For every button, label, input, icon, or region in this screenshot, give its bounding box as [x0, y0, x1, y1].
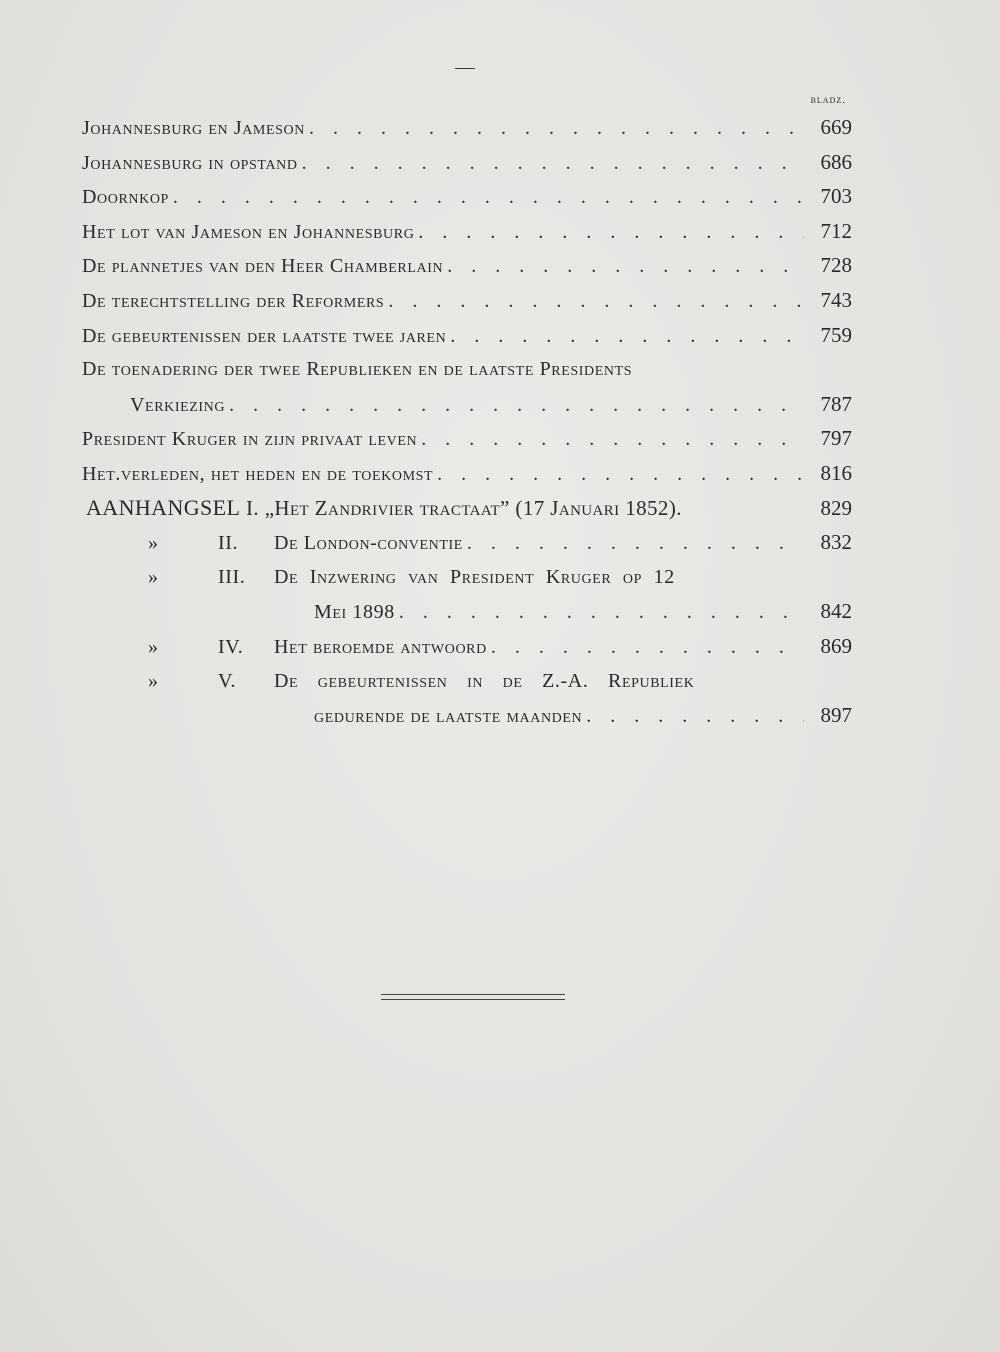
appendix-entry [86, 491, 852, 526]
appendix-title-group [86, 491, 682, 526]
appendix-item-title: „Het Zandrivier tractaat” (17 Januari 1852). [264, 495, 682, 520]
appendix-numeral: II. [218, 532, 239, 555]
appendix-entry [82, 525, 852, 560]
toc-entry-title-continued: Verkiezing [130, 393, 226, 416]
appendix-item-title-continued: gedurende de laatste maanden [314, 705, 583, 728]
appendix-numeral: IV. [218, 635, 244, 658]
appendix-item-title: De London-conventie [274, 532, 463, 555]
toc-entry-page: 797 [820, 426, 852, 451]
toc-entry-title: President Kruger in zijn privaat leven [82, 428, 418, 451]
appendix-numeral: V. [218, 669, 237, 692]
toc-entry-title: Johannesburg en Jameson [82, 117, 305, 139]
appendix-numeral: III. [218, 565, 246, 588]
toc-entry-first-line [82, 352, 852, 387]
toc-entry-title: Doornkop [82, 186, 169, 209]
toc-entry [82, 318, 852, 353]
ditto-marker: » [148, 532, 159, 555]
leader-dots [437, 457, 804, 492]
appendix-entry-first-line [82, 560, 852, 595]
toc-entry-page: 728 [820, 253, 852, 278]
leader-dots [388, 284, 804, 319]
table-of-contents [82, 110, 852, 733]
appendix-numeral: I. [245, 495, 260, 520]
toc-entry-page: 712 [820, 218, 852, 243]
toc-entry-title: De plannetjes van den Heer Chamberlain [82, 255, 444, 278]
toc-entry-title: Het lot van Jameson en Johannesburg [82, 220, 415, 243]
toc-entry-title: Het.verleden, het heden en de toekomst [82, 462, 434, 485]
appendix-title-group [82, 526, 463, 561]
toc-entry [82, 456, 852, 491]
top-dash [455, 68, 475, 69]
leader-dots [173, 180, 804, 215]
toc-entry [82, 179, 852, 214]
appendix-item-page: 897 [820, 703, 852, 728]
appendix-entry-continuation [82, 698, 852, 733]
toc-entry-title: Johannesburg in opstand [82, 151, 298, 174]
leader-dots [447, 249, 804, 284]
toc-entry-page: 787 [820, 391, 852, 416]
toc-entry-page: 686 [820, 149, 852, 174]
leader-dots [302, 146, 804, 181]
appendix-title-group [82, 630, 487, 665]
page-column-label: bladz. [810, 94, 846, 106]
appendix-entry-first-line [82, 664, 852, 699]
leader-dots [229, 388, 804, 423]
appendix-item-title: De Inzwering van President Kruger op 12 [274, 565, 675, 588]
toc-entry [82, 214, 852, 249]
appendix-item-title-continued: Mei 1898 [314, 601, 395, 624]
appendix-item-page: 869 [820, 633, 852, 658]
appendix-item-title: De gebeurtenissen in de Z.-A. Republiek [274, 669, 695, 692]
appendix-entry [82, 629, 852, 664]
toc-entry-title: De gebeurtenissen der laatste twee jaren [82, 324, 447, 347]
toc-entry-page: 669 [820, 115, 852, 139]
leader-dots [309, 111, 804, 146]
toc-entry-title: De toenadering der twee Republieken en de laatste Presidents [82, 358, 633, 381]
toc-entry-page: 743 [820, 287, 852, 312]
leader-dots [421, 422, 804, 457]
toc-entry-page: 816 [820, 460, 852, 485]
ditto-marker: » [148, 635, 159, 658]
toc-entry-page: 759 [820, 322, 852, 347]
toc-entry-page: 703 [820, 184, 852, 209]
toc-entry-title: De terechtstelling der Reformers [82, 289, 385, 312]
leader-dots [491, 630, 804, 665]
appendix-item-page: 842 [820, 599, 852, 624]
toc-entry-continuation [82, 387, 852, 422]
toc-entry [82, 248, 852, 283]
appendix-label: AANHANGSEL [86, 494, 241, 520]
appendix-title-group [82, 664, 694, 699]
leader-dots [450, 319, 804, 354]
appendix-title-group [82, 560, 675, 595]
toc-entry [82, 145, 852, 180]
leader-dots [467, 526, 804, 561]
ditto-marker: » [148, 669, 159, 692]
toc-entry [82, 283, 852, 318]
appendix-item-title: Het beroemde antwoord [274, 635, 487, 658]
leader-dots [418, 215, 804, 250]
ditto-marker: » [148, 565, 159, 588]
leader-dots [586, 699, 804, 734]
leader-dots [399, 595, 804, 630]
appendix-item-page: 832 [820, 530, 852, 555]
appendix-entry-continuation [82, 594, 852, 629]
closing-double-rule [381, 994, 565, 1000]
appendix-item-page: 829 [820, 495, 852, 520]
toc-entry [82, 421, 852, 456]
toc-entry [82, 110, 852, 145]
